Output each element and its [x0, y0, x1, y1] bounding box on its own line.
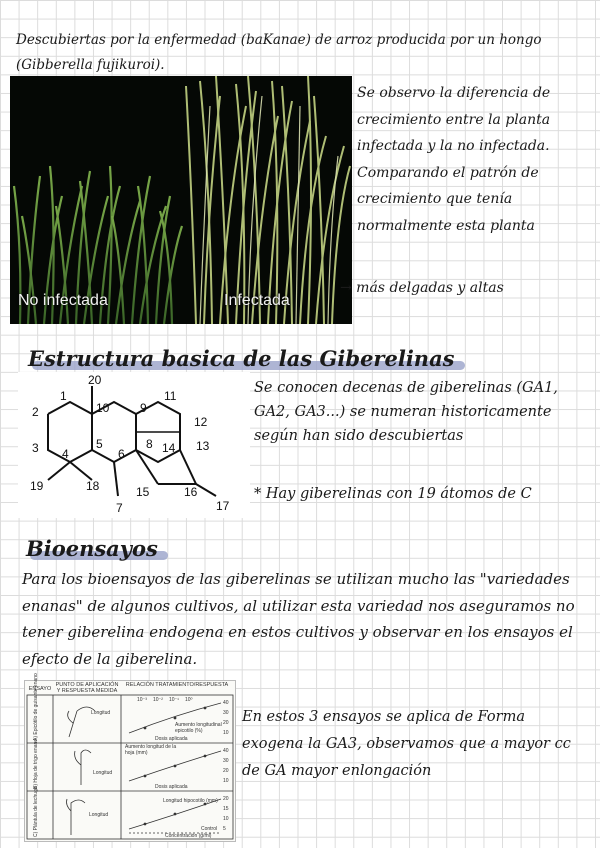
atom-10: 10 [96, 401, 110, 415]
heading-structure-text: Estructura basica de las Giberelinas [28, 346, 455, 371]
atom-5: 5 [96, 437, 103, 451]
atom-19: 19 [30, 479, 44, 493]
rice-plants-drawing [10, 76, 352, 324]
atom-7: 7 [116, 501, 123, 515]
tick-y2-3: 20 [223, 768, 229, 774]
heading-bioassays [26, 536, 158, 561]
measure-label-c: Longitud [89, 812, 109, 818]
tick-x-1: 10⁻³ [137, 697, 147, 703]
atom-3: 3 [32, 441, 39, 455]
gibberellin-skeleton-drawing [18, 372, 250, 518]
tick-y1-4: 10 [223, 730, 229, 736]
axis-label-c: Concentración (g/ml) [165, 833, 212, 839]
tick-y2-4: 10 [223, 778, 229, 784]
gibberellin-structure [18, 372, 250, 518]
axis-label-a: Dosis aplicada [155, 736, 188, 742]
atom-9: 9 [140, 401, 147, 415]
tick-y2-1: 40 [223, 748, 229, 754]
response-label-b: Aumento longitud de la hoja (mm) [125, 744, 177, 756]
arrow-note: → más delgadas y altas [340, 280, 504, 296]
atom-2: 2 [32, 405, 39, 419]
atom-20: 20 [88, 373, 102, 387]
atom-17: 17 [216, 499, 230, 513]
atom-18: 18 [86, 479, 100, 493]
row-label-b: B) Hoja de trigo enano [33, 738, 39, 789]
tick-y1-1: 40 [223, 700, 229, 706]
tick-y3-3: 10 [223, 816, 229, 822]
tick-y1-3: 20 [223, 720, 229, 726]
tick-y3-4: 5 [223, 826, 226, 832]
table-header-application: PUNTO DE APLICACIÓN Y RESPUESTA MEDIDA [55, 682, 119, 694]
response-label-c: Longitud hipocotilo (mm) [163, 798, 218, 804]
tick-x-4: 10⁰ [185, 697, 193, 703]
photo-notes: Se observo la diferencia de crecimiento entre la planta infectada y la no infectada. Comparando el patrón de crecimiento que tenía normalmente esta planta [357, 85, 551, 234]
atom-13: 13 [196, 439, 210, 453]
axis-label-b: Dosis aplicada [155, 784, 188, 790]
label-not-infected: No infectada [18, 292, 108, 309]
atom-12: 12 [194, 415, 208, 429]
tick-y3-2: 15 [223, 806, 229, 812]
atom-16: 16 [184, 485, 198, 499]
rice-plants-photo [10, 76, 352, 324]
bioassay-table-drawing [25, 681, 235, 841]
atom-14: 14 [162, 441, 176, 455]
row-label-a: A) Epicótilo de guisante enano [33, 673, 39, 741]
measure-label-a: Longitud [91, 710, 111, 716]
bioassay-paragraph: Para los bioensayos de las giberelinas se utilizan mucho las "variedades enanas" de algunos cultivos, al utilizar esta variedad nos aseguramos no tener giberelina endogena en estos cultivos y observar en los ensayos el efecto de la giberelina. [22, 570, 575, 668]
tick-y3-1: 20 [223, 796, 229, 802]
atom-11: 11 [164, 389, 177, 403]
tick-x-3: 10⁻¹ [169, 697, 179, 703]
response-label-a: Aumento longitudinal epicotilo (%) [175, 722, 222, 734]
label-infected: Infectada [224, 292, 290, 309]
table-header-relation: RELACIÓN TRATAMIENTO/RESPUESTA [125, 682, 229, 688]
bioassay-notes: En estos 3 ensayos se aplica de Forma exogena la GA3, observamos que a mayor cc de GA mayor enlongación [242, 709, 571, 779]
atom-8: 8 [146, 437, 153, 451]
atom-15: 15 [136, 485, 150, 499]
table-header-assay: ENSAYO [28, 686, 52, 692]
heading-bioassays-text: Bioensayos [26, 536, 158, 561]
measure-label-b: Longitud [93, 770, 113, 776]
tick-y1-2: 30 [223, 710, 229, 716]
structure-star-note: * Hay giberelinas con 19 átomos de C [254, 486, 532, 502]
tick-y2-2: 30 [223, 758, 229, 764]
row-label-c: C) Plántula de lechuga [33, 786, 39, 837]
heading-structure [28, 346, 455, 371]
structure-notes: Se conocen decenas de giberelinas (GA1, GA2, GA3...) se numeran historicamente según han sido descubiertas [254, 380, 558, 444]
intro-text: Descubiertas por la enfermedad (baKanae) de arroz producida por un hongo (Gibberella fujikuroi). [16, 32, 542, 73]
atom-6: 6 [118, 447, 125, 461]
atom-1: 1 [60, 389, 67, 403]
bioassay-table-image [24, 673, 236, 842]
atom-4: 4 [62, 447, 69, 461]
tick-x-2: 10⁻² [153, 697, 163, 703]
control-label: Control [201, 826, 218, 832]
